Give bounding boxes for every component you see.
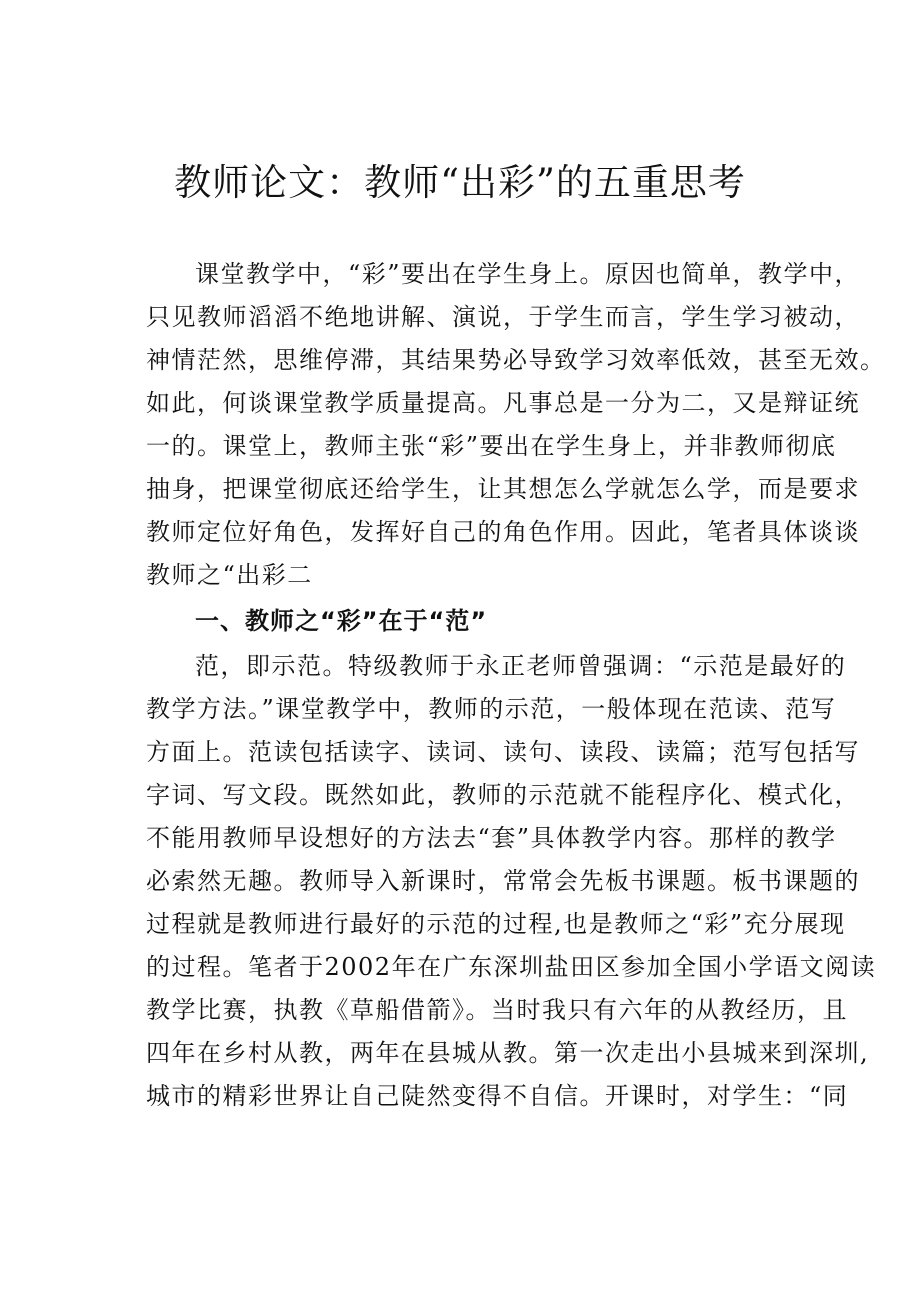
paragraph-line: 字词、写文段。既然如此，教师的示范就不能程序化、模式化， bbox=[146, 781, 860, 809]
paragraph-line: 过程就是教师进行最好的示范的过程,也是教师之“彩”充分展现 bbox=[146, 910, 846, 938]
paragraph-line: 教学方法。”课堂教学中，教师的示范，一般体现在范读、范写 bbox=[146, 695, 837, 723]
paragraph-line: 四年在乡村从教，两年在县城从教。第一次走出小县城来到深圳, bbox=[146, 1039, 870, 1067]
paragraph-line: 课堂教学中，“彩”要出在学生身上。原因也简单，教学中， bbox=[195, 260, 861, 288]
paragraph-line: 一的。课堂上，教师主张“彩”要出在学生身上，并非教师彻底 bbox=[146, 432, 837, 460]
paragraph-line: 抽身，把课堂彻底还给学生，让其想怎么学就怎么学，而是要求 bbox=[146, 475, 860, 503]
paragraph-line: 只见教师滔滔不绝地讲解、演说，于学生而言，学生学习被动， bbox=[146, 303, 860, 331]
paragraph-line: 城市的精彩世界让自己陡然变得不自信。开课时，对学生：“同 bbox=[146, 1082, 849, 1110]
paragraph-line: 范，即示范。特级教师于永正老师曾强调：“示范是最好的 bbox=[195, 652, 847, 680]
paragraph-line: 教师之“出彩二 bbox=[146, 561, 313, 589]
paragraph-line: 方面上。范读包括读字、读词、读句、读段、读篇；范写包括写 bbox=[146, 738, 860, 766]
section-heading: 一、教师之“彩”在于“范” bbox=[195, 607, 488, 635]
paragraph-line: 教师定位好角色，发挥好自己的角色作用。因此，笔者具体谈谈 bbox=[146, 518, 860, 546]
paragraph-line: 神情茫然，思维停滞，其结果势必导致学习效率低效，甚至无效。 bbox=[146, 346, 886, 374]
paragraph-line: 必索然无趣。教师导入新课时，常常会先板书课题。板书课题的 bbox=[146, 867, 860, 895]
paragraph-line: 如此，何谈课堂教学质量提高。凡事总是一分为二，又是辩证统 bbox=[146, 389, 860, 417]
paragraph-line: 不能用教师早设想好的方法去“套”具体教学内容。那样的教学 bbox=[146, 824, 837, 852]
document-title: 教师论文：教师“出彩”的五重思考 bbox=[174, 161, 746, 204]
paragraph-line: 教学比赛，执教《草船借箭》。当时我只有六年的从教经历，且 bbox=[146, 996, 848, 1024]
paragraph-line: 的过程。笔者于2002年在广东深圳盐田区参加全国小学语文阅读 bbox=[146, 953, 877, 981]
